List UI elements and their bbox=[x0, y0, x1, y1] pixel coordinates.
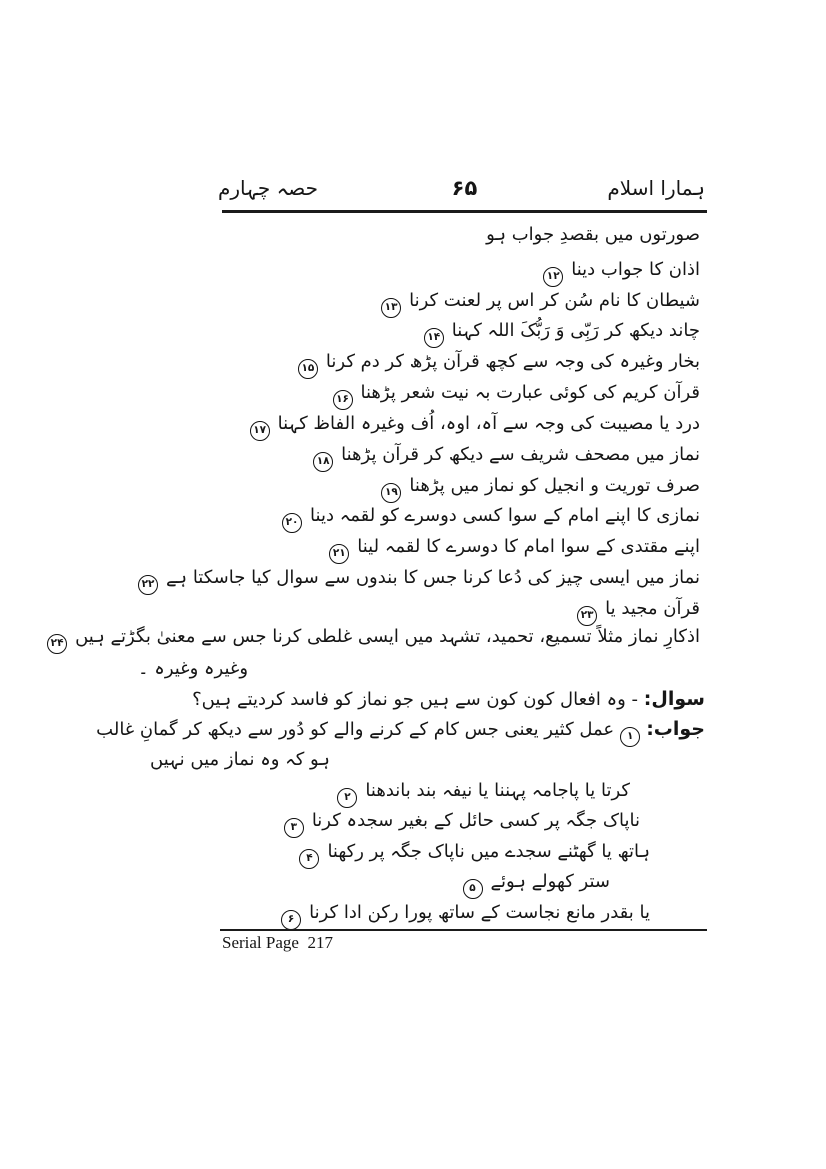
list-item bbox=[329, 534, 700, 564]
item-number-badge: ۲ bbox=[337, 788, 357, 808]
book-title: ہمارا اسلام bbox=[607, 176, 705, 200]
item-number-badge: ۵ bbox=[463, 879, 483, 899]
item-number-badge: ۳ bbox=[284, 818, 304, 838]
part-title: حصہ چہارم bbox=[218, 176, 318, 200]
item-text: صرف توریت و انجیل کو نماز میں پڑھنا bbox=[409, 475, 700, 496]
item-number-badge: ۲۰ bbox=[282, 513, 302, 533]
item-number-badge: ۲۳ bbox=[577, 606, 597, 626]
item-number-badge: ۲۴ bbox=[47, 634, 67, 654]
list-item bbox=[299, 839, 650, 869]
header-rule bbox=[222, 210, 707, 213]
list-item bbox=[281, 900, 650, 930]
list-item bbox=[424, 318, 700, 348]
item-text: درد یا مصیبت کی وجہ سے آہ، اوہ، اُف وغیرہ الفاظ کہنا bbox=[277, 413, 700, 434]
item-text: اذکارِ نماز مثلاً تسمیع، تحمید، تشہد میں ایسی غلطی کرنا جس سے معنیٰ بگڑتے ہیں bbox=[75, 626, 700, 647]
list-item bbox=[333, 380, 701, 410]
answer-number-badge: ۱ bbox=[620, 727, 640, 747]
list-item bbox=[313, 442, 700, 472]
item-number-badge: ۱۹ bbox=[381, 483, 401, 503]
question-label: سوال: bbox=[643, 688, 705, 710]
question-text: - وہ افعال کون کون سے ہیں جو نماز کو فاسد کردیتے ہیں؟ bbox=[192, 689, 639, 710]
answer-text: عمل کثیر یعنی جس کام کے کرنے والے کو دُور سے دیکھ کر گمانِ غالب bbox=[96, 719, 615, 740]
item-text: ناپاک جگہ پر کسی حائل کے بغیر سجدہ کرنا bbox=[311, 810, 640, 831]
item-text: نمازی کا اپنے امام کے سوا کسی دوسرے کو لقمہ دینا bbox=[310, 505, 700, 526]
etc-line: وغیرہ وغیرہ ۔ bbox=[138, 658, 249, 679]
list-item bbox=[577, 596, 700, 626]
item-text: شیطان کا نام سُن کر اس پر لعنت کرنا bbox=[409, 290, 700, 311]
item-number-badge: ۲۱ bbox=[329, 544, 349, 564]
item-number-badge: ۴ bbox=[299, 849, 319, 869]
answer-line bbox=[96, 716, 705, 747]
list-item bbox=[138, 565, 700, 595]
list-item bbox=[282, 503, 700, 533]
list-item bbox=[250, 411, 700, 441]
list-item bbox=[47, 624, 700, 654]
list-item bbox=[337, 778, 630, 808]
list-item bbox=[543, 257, 700, 287]
item-number-badge: ۱۵ bbox=[298, 359, 318, 379]
item-text: اپنے مقتدی کے سوا امام کا دوسرے کا لقمہ لینا bbox=[357, 536, 700, 557]
page-number: ۶۵ bbox=[451, 176, 478, 200]
item-text: نماز میں ایسی چیز کی دُعا کرنا جس کا بندوں سے سوال کیا جاسکتا ہے bbox=[166, 567, 700, 588]
item-text: قرآن کریم کی کوئی عبارت بہ نیت شعر پڑھنا bbox=[360, 382, 700, 403]
item-text: کرتا یا پاجامہ پہننا یا نیفہ بند باندھنا bbox=[365, 780, 630, 801]
answer-continuation: ہو کہ وہ نماز میں نہیں bbox=[150, 749, 330, 770]
item-text: ستر کھولے ہوئے bbox=[490, 871, 610, 892]
item-text: اذان کا جواب دینا bbox=[571, 259, 700, 280]
item-text: یا بقدر مانع نجاست کے ساتھ پورا رکن ادا کرنا bbox=[309, 902, 650, 923]
question-line bbox=[192, 686, 705, 713]
item-number-badge: ۶ bbox=[281, 910, 301, 930]
item-text: بخار وغیرہ کی وجہ سے کچھ قرآن پڑھ کر دم کرنا bbox=[325, 351, 700, 372]
list-item bbox=[298, 349, 700, 379]
item-number-badge: ۱۸ bbox=[313, 452, 333, 472]
list-item bbox=[463, 869, 611, 899]
list-item bbox=[284, 808, 640, 838]
item-number-badge: ۲۲ bbox=[138, 575, 158, 595]
item-number-badge: ۱۲ bbox=[543, 267, 563, 287]
intro-line: صورتوں میں بقصدِ جواب ہو bbox=[486, 224, 700, 245]
item-number-badge: ۱۳ bbox=[381, 298, 401, 318]
item-number-badge: ۱۴ bbox=[424, 328, 444, 348]
item-text: چاند دیکھ کر رَبِّی وَ رَبُّکَ اللہ کہنا bbox=[451, 320, 700, 341]
footer-rule bbox=[220, 929, 707, 931]
list-item bbox=[381, 288, 700, 318]
item-number-badge: ۱۶ bbox=[333, 390, 353, 410]
answer-label: جواب: bbox=[646, 718, 705, 740]
serial-page-label: Serial Page 217 bbox=[222, 933, 333, 952]
item-text: نماز میں مصحف شریف سے دیکھ کر قرآن پڑھنا bbox=[341, 444, 700, 465]
item-text: ہاتھ یا گھٹنے سجدے میں ناپاک جگہ پر رکھنا bbox=[327, 841, 650, 862]
item-number-badge: ۱۷ bbox=[250, 421, 270, 441]
list-item bbox=[381, 473, 700, 503]
item-text: قرآن مجید یا bbox=[605, 598, 700, 619]
